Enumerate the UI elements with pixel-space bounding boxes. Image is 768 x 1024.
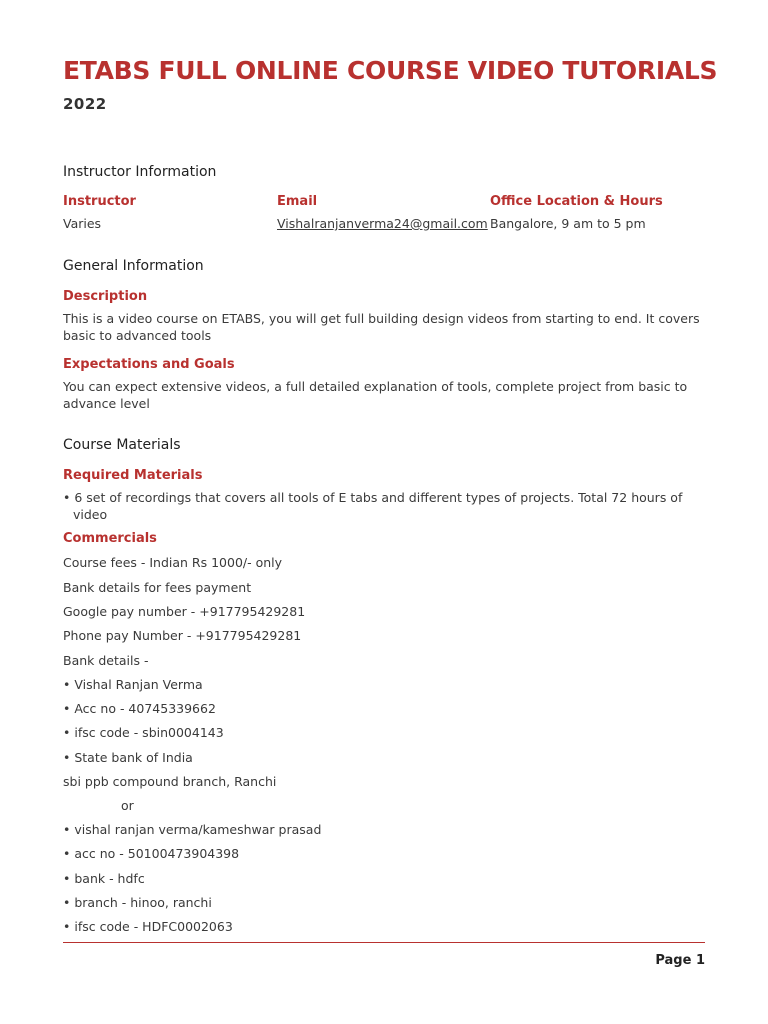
footer-divider bbox=[63, 942, 705, 943]
office-label: Office Location & Hours bbox=[490, 194, 663, 209]
instructor-label: Instructor bbox=[63, 194, 136, 209]
instructor-info-heading: Instructor Information bbox=[63, 164, 217, 180]
commercial-line: • vishal ranjan verma/kameshwar prasad bbox=[63, 822, 322, 837]
commercial-line: Phone pay Number - +917795429281 bbox=[63, 628, 302, 643]
page-number: Page 1 bbox=[655, 953, 705, 968]
email-link[interactable]: Vishalranjanverma24@gmail.com bbox=[277, 216, 488, 231]
commercial-line: • ifsc code - HDFC0002063 bbox=[63, 919, 233, 934]
required-materials-label: Required Materials bbox=[63, 468, 203, 483]
description-label: Description bbox=[63, 289, 148, 304]
commercial-line: • branch - hinoo, ranchi bbox=[63, 895, 212, 910]
commercial-line: • ifsc code - sbin0004143 bbox=[63, 725, 224, 740]
required-materials-item: • 6 set of recordings that covers all tools of E tabs and different types of projects. Total 72 hours of video bbox=[63, 490, 683, 522]
commercials-label: Commercials bbox=[63, 531, 157, 546]
general-info-heading: General Information bbox=[63, 258, 204, 274]
commercial-line: • bank - hdfc bbox=[63, 871, 145, 886]
commercial-line: Google pay number - +917795429281 bbox=[63, 604, 306, 619]
commercial-line: • State bank of India bbox=[63, 750, 193, 765]
commercial-line: • acc no - 50100473904398 bbox=[63, 846, 240, 861]
course-materials-heading: Course Materials bbox=[63, 437, 181, 453]
document-year: 2022 bbox=[63, 95, 107, 113]
commercial-line: Bank details for fees payment bbox=[63, 580, 252, 595]
commercial-line: Course fees - Indian Rs 1000/- only bbox=[63, 555, 283, 570]
instructor-value: Varies bbox=[63, 216, 102, 231]
goals-text: You can expect extensive videos, a full detailed explanation of tools, complete project from basic to advance level bbox=[63, 379, 688, 411]
description-text: This is a video course on ETABS, you will get full building design videos from starting to end. It covers basic to advanced tools bbox=[63, 311, 700, 343]
office-value: Bangalore, 9 am to 5 pm bbox=[490, 216, 646, 231]
commercial-line: • Acc no - 40745339662 bbox=[63, 701, 216, 716]
commercial-line: or bbox=[121, 798, 134, 813]
email-label: Email bbox=[277, 194, 318, 209]
commercial-line: Bank details - bbox=[63, 653, 149, 668]
goals-label: Expectations and Goals bbox=[63, 357, 235, 372]
commercial-line: • Vishal Ranjan Verma bbox=[63, 677, 203, 692]
commercial-line: sbi ppb compound branch, Ranchi bbox=[63, 774, 277, 789]
document-title: ETABS FULL ONLINE COURSE VIDEO TUTORIALS bbox=[63, 56, 718, 85]
